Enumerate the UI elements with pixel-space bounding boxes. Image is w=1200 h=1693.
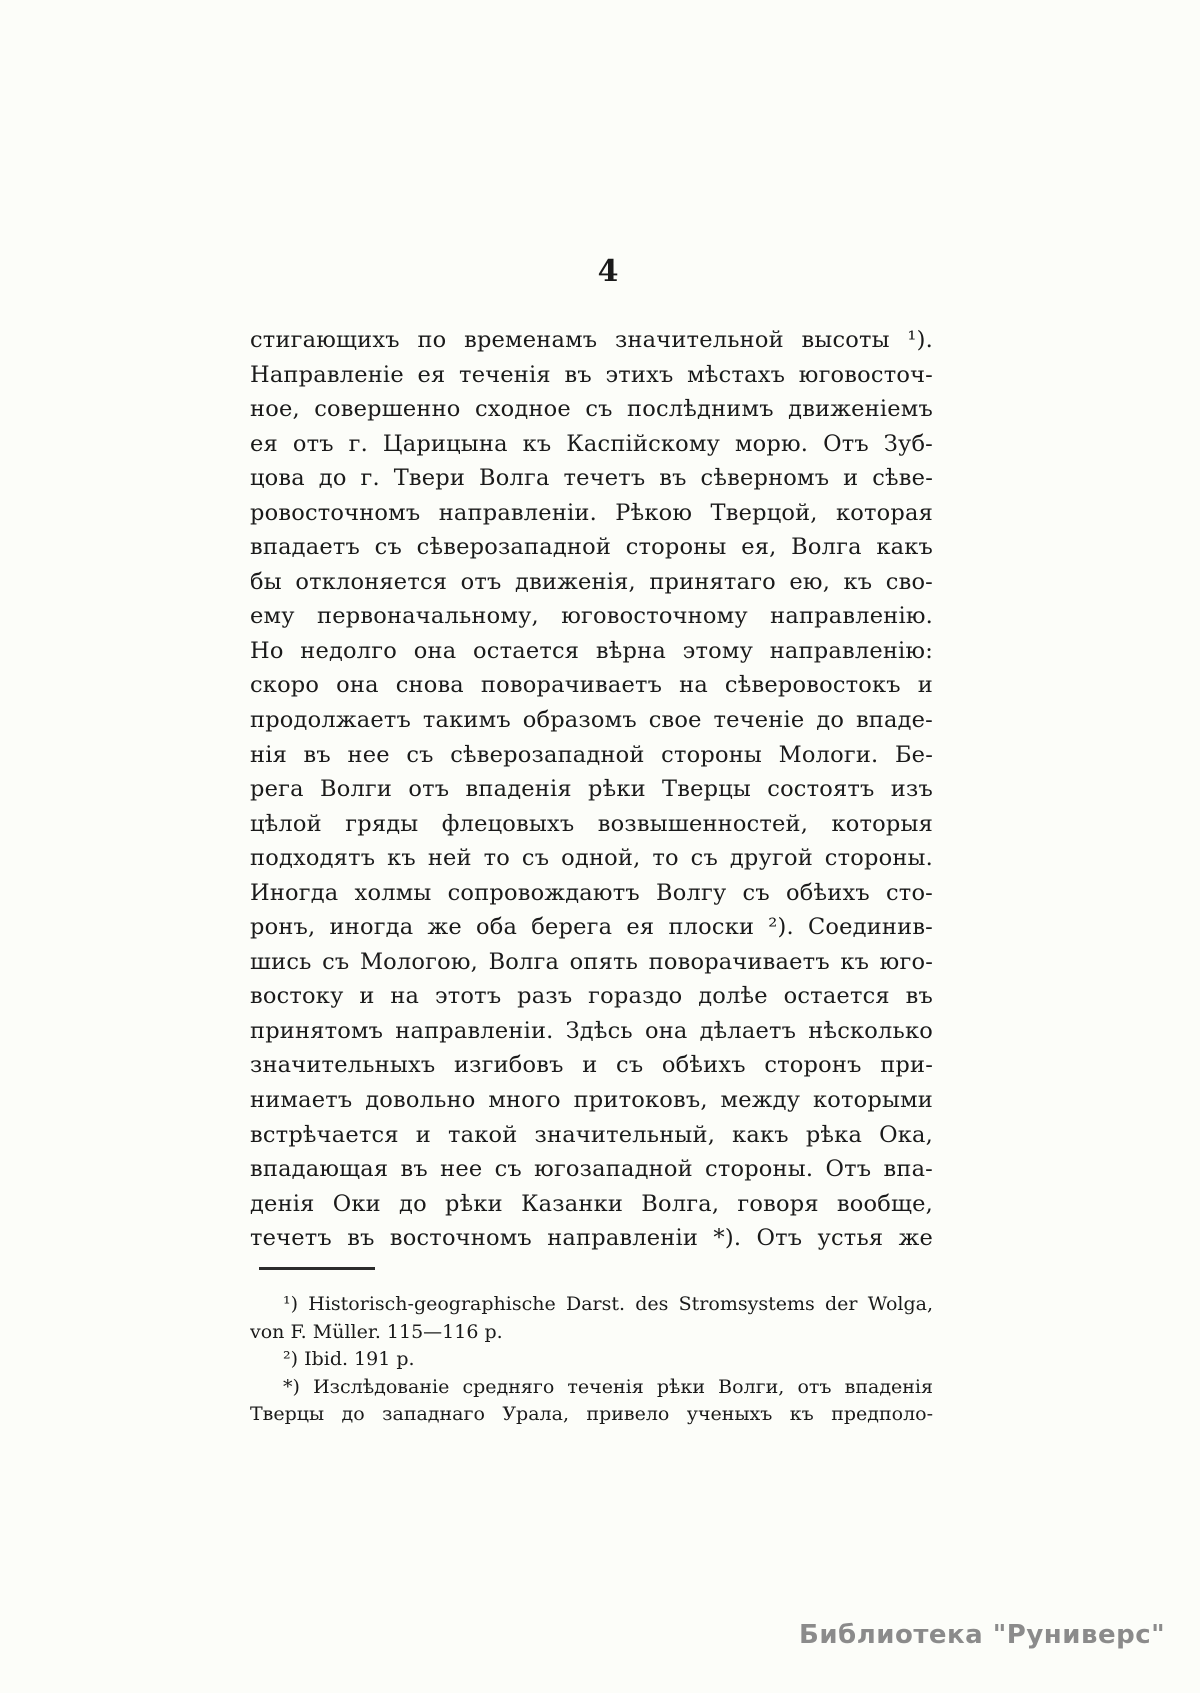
footnote-line: von F. Müller. 115—116 p.	[250, 1320, 503, 1343]
body-text-line: шись съ Мологою, Волга опять поворачиваетъ къ юго-	[250, 948, 933, 975]
body-text-line: востоку и на этотъ разъ гораздо долѣе остается въ	[250, 983, 933, 1010]
body-text-line: течетъ въ восточномъ направленіи *). Отъ устья же	[250, 1225, 933, 1252]
body-text-line: ровосточномъ направленіи. Рѣкою Тверцой, которая	[250, 499, 933, 526]
body-text-line: впадающая въ нее съ югозападной стороны. Отъ впа-	[250, 1156, 933, 1183]
body-text-line: значительныхъ изгибовъ и съ обѣихъ сторонъ при-	[250, 1052, 933, 1079]
body-text-line: впадаетъ съ сѣверозападной стороны ея, Волга какъ	[250, 534, 933, 561]
body-text-line: встрѣчается и такой значительный, какъ рѣка Ока,	[250, 1121, 933, 1148]
body-text-line: ронъ, иногда же оба берега ея плоски ²). Соединив-	[250, 914, 933, 941]
body-text-line: денія Оки до рѣки Казанки Волга, говоря вообще,	[250, 1190, 933, 1217]
body-text-line: ное, совершенно сходное съ послѣднимъ движеніемъ	[250, 396, 933, 423]
body-text-line: подходятъ къ ней то съ одной, то съ другой стороны.	[250, 845, 933, 872]
footnotes-block	[250, 1291, 933, 1429]
library-watermark: Библиотека "Руниверс"	[799, 1620, 1166, 1650]
footnote-line: *) Изслѣдованіе средняго теченія рѣки Волги, отъ впаденія	[283, 1375, 933, 1398]
page-number: 4	[597, 254, 619, 289]
body-text-line: рега Волги отъ впаденія рѣки Тверцы состоятъ изъ	[250, 776, 933, 803]
body-text-line: ея отъ г. Царицына къ Каспійскому морю. Отъ Зуб-	[250, 430, 933, 457]
body-text-line: Направленіе ея теченія въ этихъ мѣстахъ юговосточ-	[250, 361, 933, 388]
footnote-line: ¹) Historisch-geographische Darst. des Stromsystems der Wolga,	[283, 1293, 933, 1315]
body-text-block	[250, 323, 933, 1256]
footnote-separator	[259, 1267, 375, 1270]
body-text-line: бы отклоняется отъ движенія, принятаго ею, къ сво-	[250, 568, 933, 595]
footnote-line: Тверцы до западнаго Урала, привело ученыхъ къ предполо-	[250, 1403, 933, 1426]
footnote-line: ²) Ibid. 191 p.	[283, 1348, 415, 1371]
body-text-line: скоро она снова поворачиваетъ на сѣверовостокъ и	[250, 672, 933, 699]
body-text-line: нія въ нее съ сѣверозападной стороны Мологи. Бе-	[250, 741, 933, 768]
body-text-line: цѣлой гряды флецовыхъ возвышенностей, которыя	[250, 810, 933, 837]
body-text-line: стигающихъ по временамъ значительной высоты ¹).	[250, 327, 933, 353]
body-text-line: продолжаетъ такимъ образомъ свое теченіе до впаде-	[250, 707, 933, 734]
body-text-line: Но недолго она остается вѣрна этому направленію:	[250, 637, 933, 664]
body-text-line: цова до г. Твери Волга течетъ въ сѣверномъ и сѣве-	[250, 465, 933, 492]
body-text-line: Иногда холмы сопровождаютъ Волгу съ обѣихъ сто-	[250, 879, 933, 906]
body-text-line: ему первоначальному, юговосточному направленію.	[250, 603, 933, 630]
body-text-line: нимаетъ довольно много притоковъ, между которыми	[250, 1087, 933, 1114]
body-text-line: принятомъ направленіи. Здѣсь она дѣлаетъ нѣсколько	[250, 1017, 933, 1044]
